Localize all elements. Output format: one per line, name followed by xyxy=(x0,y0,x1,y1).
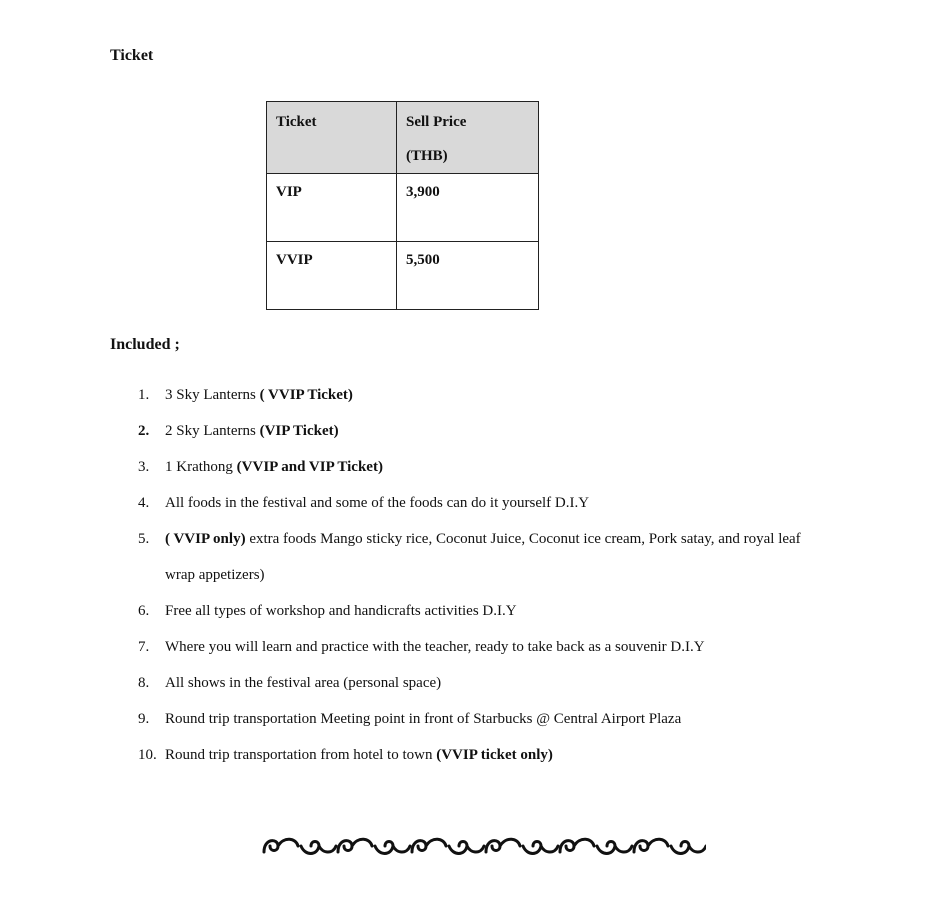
item-bold-text: ( VVIP Ticket) xyxy=(259,387,353,403)
list-item xyxy=(110,521,890,593)
item-text: 1 Krathong xyxy=(165,459,237,475)
item-number: 7. xyxy=(138,639,150,655)
included-heading: Included ; xyxy=(110,336,180,353)
ornament-swirl xyxy=(412,839,446,852)
header-sell-price-line1: Sell Price xyxy=(406,114,467,130)
list-item xyxy=(110,413,890,449)
ticket-cell: VVIP xyxy=(267,242,397,310)
item-bold-text: (VIP Ticket) xyxy=(259,423,339,439)
list-item xyxy=(110,701,890,737)
item-text: All foods in the festival and some of the foods can do it yourself D.I.Y xyxy=(165,495,590,511)
ornament-swirl xyxy=(597,842,632,854)
header-ticket: Ticket xyxy=(267,102,397,174)
item-bold-text: (VVIP and VIP Ticket) xyxy=(236,459,383,475)
ticket-cell: VIP xyxy=(267,174,397,242)
list-item xyxy=(110,377,890,413)
item-number: 8. xyxy=(138,675,150,691)
item-number: 3. xyxy=(138,459,150,475)
table-row xyxy=(267,242,539,310)
item-number: 2. xyxy=(138,423,150,439)
item-number: 9. xyxy=(138,711,150,727)
ornament-swirl xyxy=(523,842,558,854)
item-text: All shows in the festival area (personal space) xyxy=(165,675,442,691)
list-item xyxy=(110,629,890,665)
ornament-swirl xyxy=(338,839,372,852)
item-text: extra foods Mango sticky rice, Coconut Juice, Coconut ice cream, Pork satay, and royal leaf xyxy=(245,531,801,547)
ticket-heading: Ticket xyxy=(110,47,154,64)
ornament-swirl xyxy=(375,842,410,854)
table-row xyxy=(267,174,539,242)
item-number: 4. xyxy=(138,495,150,511)
table-header-row xyxy=(267,102,539,174)
item-number: 5. xyxy=(138,531,150,547)
ornament-swirl xyxy=(449,842,484,854)
item-text-continued: wrap appetizers) xyxy=(165,567,265,583)
ornament-swirl xyxy=(671,842,706,854)
item-text: 2 Sky Lanterns xyxy=(165,423,260,439)
list-item xyxy=(110,665,890,701)
header-sell-price xyxy=(397,102,539,174)
ornament-swirl xyxy=(634,839,668,852)
ticket-price-table xyxy=(266,101,539,310)
item-text: Free all types of workshop and handicrafts activities D.I.Y xyxy=(165,603,517,619)
item-bold-text: (VVIP ticket only) xyxy=(436,747,553,763)
item-number: 1. xyxy=(138,387,150,403)
decorative-divider-icon xyxy=(262,832,706,860)
item-text: Round trip transportation from hotel to town xyxy=(165,747,437,763)
item-text: Where you will learn and practice with the teacher, ready to take back as a souvenir D.I.Y xyxy=(165,639,705,655)
item-bold-text: ( VVIP only) xyxy=(165,531,246,547)
included-list xyxy=(110,377,890,773)
item-text: 3 Sky Lanterns xyxy=(165,387,260,403)
item-text: Round trip transportation Meeting point in front of Starbucks @ Central Airport Plaza xyxy=(165,711,682,727)
list-item xyxy=(110,449,890,485)
list-item xyxy=(110,485,890,521)
ornament-swirl xyxy=(301,842,336,854)
price-cell: 3,900 xyxy=(397,174,539,242)
item-number: 10. xyxy=(138,747,157,763)
header-sell-price-line2: (THB) xyxy=(406,148,448,164)
ornament-swirl xyxy=(560,839,594,852)
item-number: 6. xyxy=(138,603,150,619)
price-cell: 5,500 xyxy=(397,242,539,310)
list-item xyxy=(110,737,890,773)
ornament-swirl xyxy=(486,839,520,852)
ornament-swirl xyxy=(264,839,298,852)
list-item xyxy=(110,593,890,629)
